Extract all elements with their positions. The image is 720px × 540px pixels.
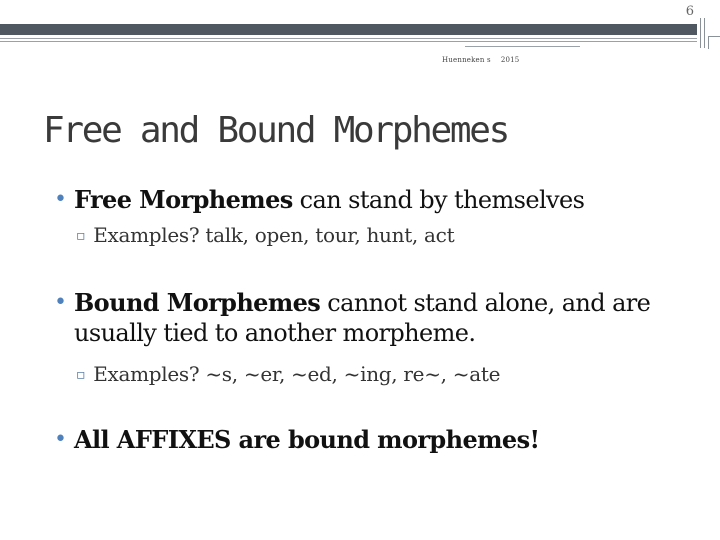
bullet-dot-icon: • [54,427,67,452]
bullet-bold: Bound Morphemes [74,288,321,317]
bullet-text [74,425,674,455]
bullet-rest: can stand by themselves [292,186,585,214]
bullet-bold: Free Morphemes [74,185,293,214]
bullet-item [54,425,674,455]
bullet-rest: cannot stand alone, and are usually tied to another morpheme. [74,289,651,347]
header-year: 2015 [500,56,520,64]
slide-title: Free and Bound Morphemes [43,110,508,151]
bullet-text [74,288,674,348]
bullet-bold: All AFFIXES are bound morphemes! [74,425,540,454]
square-bullet-icon: ▫ [76,228,86,244]
bullet-text [74,185,674,215]
sub-bullet-item [76,362,500,389]
page-number: 6 [685,4,694,19]
sub-bullet-text: Examples? talk, open, tour, hunt, act [93,223,455,247]
bullet-item [54,288,674,348]
bullet-item [54,185,674,215]
square-bullet-icon: ▫ [76,367,86,383]
bullet-dot-icon: • [54,290,67,315]
bullet-dot-icon: • [54,187,67,212]
header-name: Huenneken s [442,56,491,64]
sub-bullet-item [76,223,454,250]
sub-bullet-text: Examples? ~s, ~er, ~ed, ~ing, re~, ~ate [93,362,501,386]
